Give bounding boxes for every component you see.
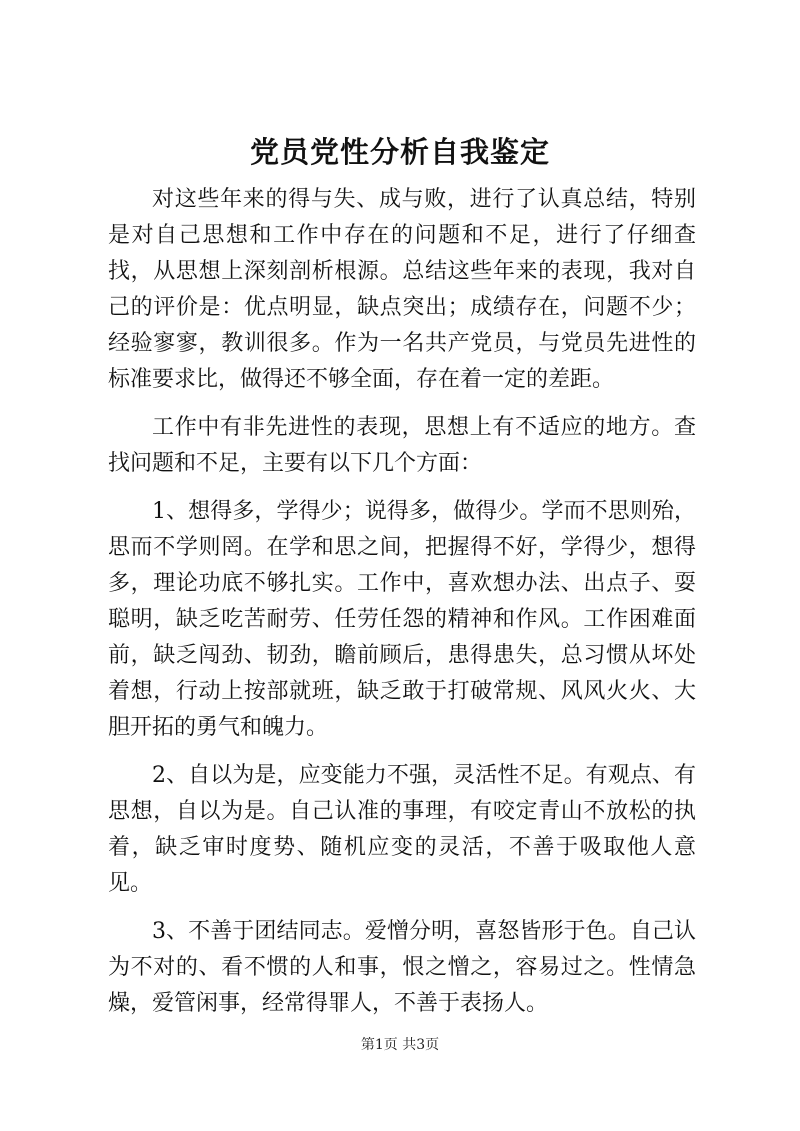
- paragraph-point-2: 2、自以为是，应变能力不强，灵活性不足。有观点、有思想，自以为是。自己认准的事理，有咬定青山不放松的执着，缺乏审时度势、随机应变的灵活，不善于吸取他人意见。: [108, 763, 696, 896]
- document-title: 党员党性分析自我鉴定: [249, 135, 550, 169]
- paragraph-point-1: 1、想得多，学得少；说得多，做得少。学而不思则殆，思而不学则罔。在学和思之间，把握得不好，学得少，想得多，理论功底不够扎实。工作中，喜欢想办法、出点子、耍聪明，缺乏吃苦耐劳、任劳任怨的精神和作风。工作困难面前，缺乏闯劲、韧劲，瞻前顾后，患得患失，总习惯从坏处着想，行动上按部就班，缺乏敢于打破常规、风风火火、大胆开拓的勇气和魄力。: [108, 499, 696, 740]
- document-body: [108, 182, 696, 1022]
- paragraph-point-3: 3、不善于团结同志。爱憎分明，喜怒皆形于色。自己认为不对的、看不惯的人和事，恨之憎之，容易过之。性情急燥，爱管闲事，经常得罪人，不善于表扬人。: [108, 919, 696, 1016]
- paragraph-intro: 工作中有非先进性的表现，思想上有不适应的地方。查找问题和不足，主要有以下几个方面：: [108, 415, 696, 476]
- page-footer: 第1页 共3页: [360, 1037, 440, 1053]
- paragraph-summary: 对这些年来的得与失、成与败，进行了认真总结，特别是对自己思想和工作中存在的问题和不足，进行了仔细查找，从思想上深刻剖析根源。总结这些年来的表现，我对自己的评价是：优点明显，缺点突出；成绩存在，问题不少；经验寥寥，教训很多。作为一名共产党员，与党员先进性的标准要求比，做得还不够全面，存在着一定的差距。: [108, 187, 696, 392]
